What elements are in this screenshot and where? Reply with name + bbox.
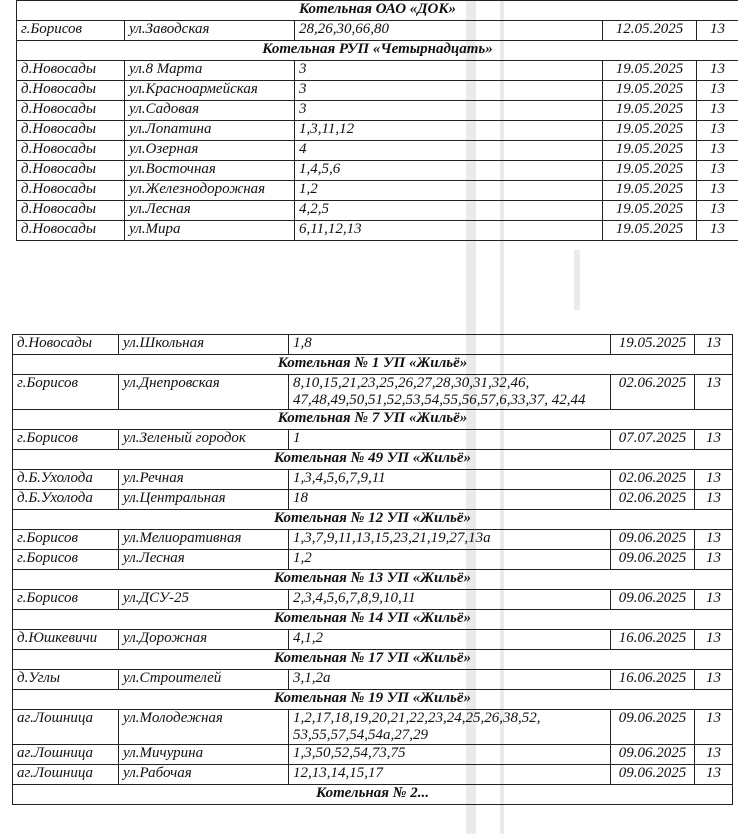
settlement-cell: д.Новосады: [17, 101, 125, 121]
date-cell: 19.05.2025: [603, 101, 697, 121]
count-cell: 13: [695, 670, 733, 690]
count-cell: 13: [697, 81, 738, 101]
houses-cell: 3: [295, 81, 603, 101]
count-cell: 13: [697, 221, 738, 241]
street-cell: ул.Дорожная: [119, 630, 289, 650]
count-cell: 13: [695, 470, 733, 490]
count-cell: 13: [697, 121, 738, 141]
table-row: [17, 101, 738, 121]
street-cell: ул.Центральная: [119, 490, 289, 510]
settlement-cell: д.Новосады: [17, 201, 125, 221]
houses-cell: 1,2: [289, 550, 611, 570]
table-row: [17, 221, 738, 241]
street-cell: ул.Днепровская: [119, 375, 289, 410]
settlement-cell: г.Борисов: [13, 590, 119, 610]
table-top: [16, 0, 738, 241]
section-header: Котельная № 17 УП «Жильё»: [13, 650, 733, 670]
date-cell: 09.06.2025: [611, 550, 695, 570]
date-cell: 19.05.2025: [611, 335, 695, 355]
section-header-row: [13, 570, 733, 590]
street-cell: ул.Лесная: [125, 201, 295, 221]
section-header: Котельная № 19 УП «Жильё»: [13, 690, 733, 710]
settlement-cell: г.Борисов: [13, 430, 119, 450]
street-cell: ул.Мира: [125, 221, 295, 241]
date-cell: 19.05.2025: [603, 141, 697, 161]
count-cell: 13: [695, 590, 733, 610]
houses-cell: 4: [295, 141, 603, 161]
houses-cell: 1,2,17,18,19,20,21,22,23,24,25,26,38,52, 53,55,57,54,54а,27,29: [289, 710, 611, 745]
houses-cell: 1,3,7,9,11,13,15,23,21,19,27,13а: [289, 530, 611, 550]
houses-cell: 1: [289, 430, 611, 450]
street-cell: ул.Садовая: [125, 101, 295, 121]
street-cell: ул.Лесная: [119, 550, 289, 570]
section-header-row: [13, 690, 733, 710]
date-cell: 16.06.2025: [611, 630, 695, 650]
settlement-cell: аг.Лошница: [13, 765, 119, 785]
table-bottom-body: [13, 335, 733, 805]
table-row: [13, 335, 733, 355]
section-header: Котельная № 13 УП «Жильё»: [13, 570, 733, 590]
houses-cell: 1,8: [289, 335, 611, 355]
count-cell: 13: [697, 21, 738, 41]
date-cell: 09.06.2025: [611, 590, 695, 610]
table-row: [17, 121, 738, 141]
count-cell: 13: [695, 765, 733, 785]
table-row: [17, 141, 738, 161]
date-cell: 19.05.2025: [603, 201, 697, 221]
section-header-row: [13, 650, 733, 670]
street-cell: ул.ДСУ-25: [119, 590, 289, 610]
houses-cell: 1,3,11,12: [295, 121, 603, 141]
street-cell: ул.Красноармейская: [125, 81, 295, 101]
settlement-cell: д.Новосады: [13, 335, 119, 355]
table-row: [17, 181, 738, 201]
date-cell: 19.05.2025: [603, 161, 697, 181]
houses-cell: 28,26,30,66,80: [295, 21, 603, 41]
houses-cell: 4,2,5: [295, 201, 603, 221]
houses-cell: 1,2: [295, 181, 603, 201]
count-cell: 13: [697, 201, 738, 221]
date-cell: 09.06.2025: [611, 710, 695, 745]
street-cell: ул.Заводская: [125, 21, 295, 41]
count-cell: 13: [695, 490, 733, 510]
settlement-cell: аг.Лошница: [13, 745, 119, 765]
count-cell: 13: [695, 745, 733, 765]
count-cell: 13: [695, 335, 733, 355]
date-cell: 07.07.2025: [611, 430, 695, 450]
settlement-cell: д.Б.Ухолода: [13, 490, 119, 510]
table-row: [13, 745, 733, 765]
section-header: Котельная № 12 УП «Жильё»: [13, 510, 733, 530]
count-cell: 13: [697, 141, 738, 161]
houses-cell: 1,3,4,5,6,7,9,11: [289, 470, 611, 490]
table-bottom: [12, 334, 733, 805]
date-cell: 19.05.2025: [603, 221, 697, 241]
street-cell: ул.Речная: [119, 470, 289, 490]
section-header: Котельная РУП «Четырнадцать»: [17, 41, 738, 61]
houses-cell: 3: [295, 101, 603, 121]
houses-cell: 1,3,50,52,54,73,75: [289, 745, 611, 765]
table-row: [13, 630, 733, 650]
settlement-cell: д.Юшкевичи: [13, 630, 119, 650]
section-header-row: [17, 1, 738, 21]
section-header-row: [13, 410, 733, 430]
settlement-cell: д.Б.Ухолода: [13, 470, 119, 490]
table-row: [17, 81, 738, 101]
houses-cell: 12,13,14,15,17: [289, 765, 611, 785]
street-cell: ул.8 Марта: [125, 61, 295, 81]
settlement-cell: д.Углы: [13, 670, 119, 690]
table-row: [17, 61, 738, 81]
date-cell: 02.06.2025: [611, 375, 695, 410]
street-cell: ул.Мелиоративная: [119, 530, 289, 550]
count-cell: 13: [695, 530, 733, 550]
table-row: [13, 490, 733, 510]
street-cell: ул.Строителей: [119, 670, 289, 690]
settlement-cell: д.Новосады: [17, 121, 125, 141]
count-cell: 13: [697, 101, 738, 121]
section-header-row: [13, 610, 733, 630]
houses-cell: 3: [295, 61, 603, 81]
count-cell: 13: [695, 710, 733, 745]
count-cell: 13: [697, 61, 738, 81]
street-cell: ул.Лопатина: [125, 121, 295, 141]
table-row: [13, 670, 733, 690]
section-header-row: [13, 355, 733, 375]
date-cell: 09.06.2025: [611, 765, 695, 785]
street-cell: ул.Рабочая: [119, 765, 289, 785]
settlement-cell: г.Борисов: [17, 21, 125, 41]
date-cell: 02.06.2025: [611, 490, 695, 510]
count-cell: 13: [697, 181, 738, 201]
table-row: [13, 470, 733, 490]
date-cell: 09.06.2025: [611, 530, 695, 550]
settlement-cell: д.Новосады: [17, 81, 125, 101]
table-row: [13, 430, 733, 450]
street-cell: ул.Озерная: [125, 141, 295, 161]
section-header: Котельная № 7 УП «Жильё»: [13, 410, 733, 430]
street-cell: ул.Железнодорожная: [125, 181, 295, 201]
settlement-cell: г.Борисов: [13, 550, 119, 570]
count-cell: 13: [695, 430, 733, 450]
houses-cell: 8,10,15,21,23,25,26,27,28,30,31,32,46, 47,48,49,50,51,52,53,54,55,56,57,6,33,37, 42,44: [289, 375, 611, 410]
houses-cell: 2,3,4,5,6,7,8,9,10,11: [289, 590, 611, 610]
settlement-cell: г.Борисов: [13, 375, 119, 410]
settlement-cell: д.Новосады: [17, 61, 125, 81]
section-header: Котельная № 14 УП «Жильё»: [13, 610, 733, 630]
table-row: [13, 710, 733, 745]
street-cell: ул.Школьная: [119, 335, 289, 355]
houses-cell: 3,1,2а: [289, 670, 611, 690]
section-header: Котельная ОАО «ДОК»: [17, 1, 738, 21]
table-row: [17, 201, 738, 221]
settlement-cell: д.Новосады: [17, 221, 125, 241]
table-row: [13, 765, 733, 785]
date-cell: 19.05.2025: [603, 181, 697, 201]
table-row: [13, 530, 733, 550]
section-header-row: [13, 785, 733, 805]
street-cell: ул.Мичурина: [119, 745, 289, 765]
date-cell: 09.06.2025: [611, 745, 695, 765]
date-cell: 19.05.2025: [603, 61, 697, 81]
table-row: [17, 161, 738, 181]
settlement-cell: д.Новосады: [17, 181, 125, 201]
houses-cell: 1,4,5,6: [295, 161, 603, 181]
section-header: Котельная № 49 УП «Жильё»: [13, 450, 733, 470]
settlement-cell: г.Борисов: [13, 530, 119, 550]
street-cell: ул.Молодежная: [119, 710, 289, 745]
settlement-cell: аг.Лошница: [13, 710, 119, 745]
count-cell: 13: [695, 375, 733, 410]
section-header-row: [13, 450, 733, 470]
settlement-cell: д.Новосады: [17, 141, 125, 161]
count-cell: 13: [697, 161, 738, 181]
scan-streak: [574, 250, 580, 310]
street-cell: ул.Восточная: [125, 161, 295, 181]
table-row: [13, 375, 733, 410]
street-cell: ул.Зеленый городок: [119, 430, 289, 450]
date-cell: 19.05.2025: [603, 121, 697, 141]
section-header: Котельная № 1 УП «Жильё»: [13, 355, 733, 375]
date-cell: 12.05.2025: [603, 21, 697, 41]
houses-cell: 4,1,2: [289, 630, 611, 650]
section-header: Котельная № 2...: [13, 785, 733, 805]
date-cell: 16.06.2025: [611, 670, 695, 690]
houses-cell: 6,11,12,13: [295, 221, 603, 241]
houses-cell: 18: [289, 490, 611, 510]
table-top-body: [17, 1, 738, 241]
table-row: [13, 550, 733, 570]
date-cell: 19.05.2025: [603, 81, 697, 101]
count-cell: 13: [695, 630, 733, 650]
table-row: [13, 590, 733, 610]
table-row: [17, 21, 738, 41]
date-cell: 02.06.2025: [611, 470, 695, 490]
settlement-cell: д.Новосады: [17, 161, 125, 181]
section-header-row: [13, 510, 733, 530]
count-cell: 13: [695, 550, 733, 570]
section-header-row: [17, 41, 738, 61]
